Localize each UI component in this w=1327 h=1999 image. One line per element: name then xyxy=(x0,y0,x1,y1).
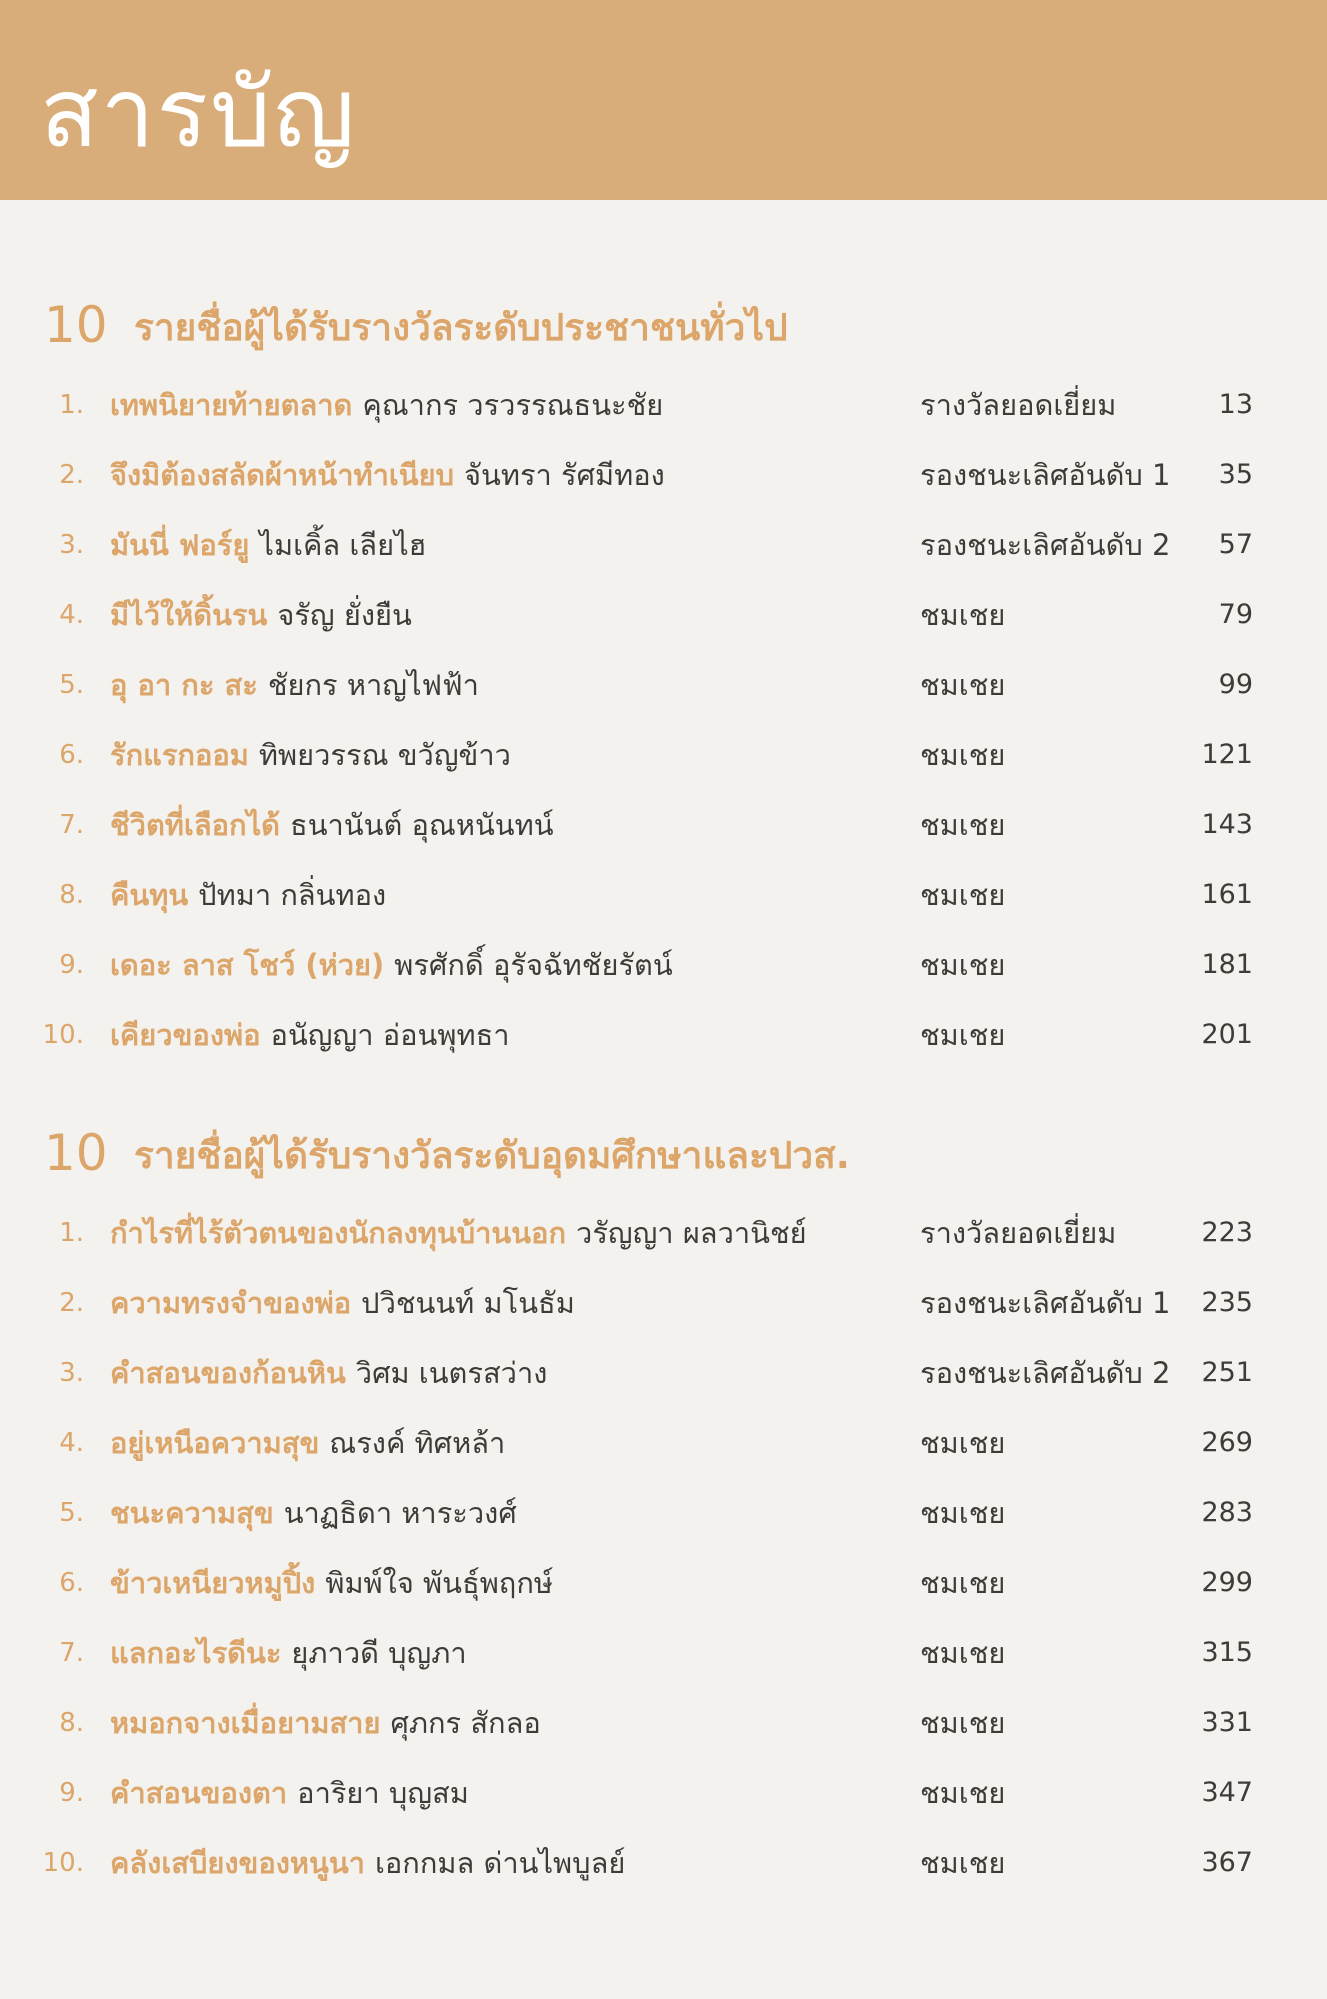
entry-number: 9. xyxy=(59,1778,84,1808)
story-author: พรศักดิ์ อุรัจฉัทชัยรัตน์ xyxy=(394,948,673,982)
award-label: ชมเชย xyxy=(920,738,1006,772)
entry-number: 5. xyxy=(59,1498,84,1528)
story-title: ข้าวเหนียวหมูปิ้ง xyxy=(110,1566,316,1600)
entry-number: 3. xyxy=(59,1358,84,1388)
story-author: วรัญญา ผลวานิชย์ xyxy=(576,1216,807,1250)
toc-entry[interactable] xyxy=(0,930,1327,1000)
story-author: จันทรา รัศมีทอง xyxy=(464,458,665,492)
entry-number: 1. xyxy=(59,390,84,420)
toc-entry[interactable] xyxy=(0,1338,1327,1408)
page-number: 367 xyxy=(1201,1847,1253,1878)
story-author: นาฏธิดา หาระวงศ์ xyxy=(283,1496,517,1530)
story-title: หมอกจางเมื่อยามสาย xyxy=(110,1706,381,1740)
story-title: อยู่เหนือความสุข xyxy=(110,1426,320,1460)
header-banner xyxy=(0,0,1327,200)
section-general-public xyxy=(0,290,1327,1070)
story-author: ไมเคิ้ล เลียไฮ xyxy=(259,528,427,562)
award-label: ชมเชย xyxy=(920,598,1006,632)
toc-entry[interactable] xyxy=(0,370,1327,440)
page-number: 235 xyxy=(1201,1287,1253,1318)
story-author: ปวิชนนท์ มโนธัม xyxy=(361,1286,575,1320)
story-title: คลังเสบียงของหนูนา xyxy=(110,1846,365,1880)
story-author: ยุภาวดี บุญภา xyxy=(291,1636,467,1670)
entry-number: 4. xyxy=(59,1428,84,1458)
story-title: เทพนิยายท้ายตลาด xyxy=(110,388,353,422)
award-label: รองชนะเลิศอันดับ 2 xyxy=(920,528,1171,562)
award-label: ชมเชย xyxy=(920,1846,1006,1880)
story-title: แลกอะไรดีนะ xyxy=(110,1636,282,1670)
page-number: 181 xyxy=(1201,949,1253,980)
award-label: ชมเชย xyxy=(920,1706,1006,1740)
award-label: รองชนะเลิศอันดับ 1 xyxy=(920,1286,1171,1320)
entry-number: 1. xyxy=(59,1218,84,1248)
entry-number: 7. xyxy=(59,1638,84,1668)
page-number: 315 xyxy=(1201,1637,1253,1668)
entry-number: 5. xyxy=(59,670,84,700)
entry-number: 2. xyxy=(59,1288,84,1318)
section-higher-education xyxy=(0,1118,1327,1898)
page-number: 299 xyxy=(1201,1567,1253,1598)
story-author: เอกกมล ด่านไพบูลย์ xyxy=(374,1846,626,1880)
toc-entry[interactable] xyxy=(0,1828,1327,1898)
story-author: อาริยา บุญสม xyxy=(297,1776,469,1810)
entry-number: 4. xyxy=(59,600,84,630)
page-number: 13 xyxy=(1218,389,1253,420)
entry-number: 6. xyxy=(59,1568,84,1598)
toc-entry[interactable] xyxy=(0,1548,1327,1618)
toc-entry[interactable] xyxy=(0,1408,1327,1478)
award-label: ชมเชย xyxy=(920,1496,1006,1530)
story-author: ศุภกร สักลอ xyxy=(390,1706,541,1740)
section-number: 10 xyxy=(44,296,108,354)
story-author: ทิพยวรรณ ขวัญข้าว xyxy=(258,738,511,772)
award-label: รางวัลยอดเยี่ยม xyxy=(920,388,1117,422)
story-title: คำสอนของก้อนหิน xyxy=(110,1356,346,1390)
page-number: 269 xyxy=(1201,1427,1253,1458)
story-title: ความทรงจำของพ่อ xyxy=(110,1286,352,1320)
section-title: รายชื่อผู้ได้รับรางวัลระดับอุดมศึกษาและปวส. xyxy=(134,1134,850,1177)
toc-entry[interactable] xyxy=(0,1688,1327,1758)
toc-entry[interactable] xyxy=(0,1000,1327,1070)
story-title: มันนี่ ฟอร์ยู xyxy=(110,528,250,562)
story-title: เดอะ ลาส โชว์ (ห่วย) xyxy=(110,948,385,982)
award-label: ชมเชย xyxy=(920,1566,1006,1600)
story-title: อุ อา กะ สะ xyxy=(110,668,258,702)
toc-entry[interactable] xyxy=(0,860,1327,930)
page-number: 347 xyxy=(1201,1777,1253,1808)
page-number: 99 xyxy=(1218,669,1253,700)
page-number: 331 xyxy=(1201,1707,1253,1738)
toc-entry[interactable] xyxy=(0,1268,1327,1338)
section-title: รายชื่อผู้ได้รับรางวัลระดับประชาชนทั่วไป xyxy=(134,306,788,349)
story-title: ชนะความสุข xyxy=(110,1496,274,1530)
story-author: พิมพ์ใจ พันธุ์พฤกษ์ xyxy=(325,1566,554,1600)
story-author: ปัทมา กลิ่นทอง xyxy=(198,878,387,912)
story-author: อนัญญา อ่อนพุทธา xyxy=(270,1018,510,1052)
entry-number: 3. xyxy=(59,530,84,560)
page-number: 283 xyxy=(1201,1497,1253,1528)
story-author: ชัยกร หาญไฟฟ้า xyxy=(267,668,479,702)
entry-number: 2. xyxy=(59,460,84,490)
page-number: 201 xyxy=(1201,1019,1253,1050)
award-label: รางวัลยอดเยี่ยม xyxy=(920,1216,1117,1250)
entry-number: 10. xyxy=(42,1020,84,1050)
story-title: เคียวของพ่อ xyxy=(110,1018,261,1052)
page-number: 251 xyxy=(1201,1357,1253,1388)
story-title: มีไว้ให้ดิ้นรน xyxy=(110,598,268,632)
page-number: 161 xyxy=(1201,879,1253,910)
toc-entry[interactable] xyxy=(0,1758,1327,1828)
toc-entry[interactable] xyxy=(0,650,1327,720)
toc-entry[interactable] xyxy=(0,440,1327,510)
entry-number: 6. xyxy=(59,740,84,770)
award-label: รองชนะเลิศอันดับ 2 xyxy=(920,1356,1171,1390)
toc-entry[interactable] xyxy=(0,510,1327,580)
entry-number: 8. xyxy=(59,880,84,910)
entry-number: 9. xyxy=(59,950,84,980)
story-title: รักแรกออม xyxy=(110,738,249,772)
award-label: ชมเชย xyxy=(920,668,1006,702)
story-author: คุณากร วรวรรณธนะชัย xyxy=(362,388,664,422)
toc-entry[interactable] xyxy=(0,720,1327,790)
entry-number: 7. xyxy=(59,810,84,840)
story-author: ธนานันต์ อุณหนันทน์ xyxy=(290,808,554,842)
section-number: 10 xyxy=(44,1124,108,1182)
page-number: 79 xyxy=(1218,599,1253,630)
story-author: จรัญ ยั่งยืน xyxy=(277,598,412,632)
page-number: 57 xyxy=(1218,529,1253,560)
page-title: สารบัญ xyxy=(40,57,357,169)
story-title: คืนทุน xyxy=(110,878,189,912)
award-label: ชมเชย xyxy=(920,1776,1006,1810)
award-label: ชมเชย xyxy=(920,1636,1006,1670)
award-label: ชมเชย xyxy=(920,948,1006,982)
award-label: ชมเชย xyxy=(920,878,1006,912)
page-number: 121 xyxy=(1201,739,1253,770)
page-number: 223 xyxy=(1201,1217,1253,1248)
entry-number: 10. xyxy=(42,1848,84,1878)
toc-entry[interactable] xyxy=(0,1478,1327,1548)
award-label: ชมเชย xyxy=(920,1018,1006,1052)
story-title: จึงมิต้องสลัดผ้าหน้าทำเนียบ xyxy=(110,458,455,492)
toc-entry[interactable] xyxy=(0,790,1327,860)
story-author: ณรงค์ ทิศหล้า xyxy=(329,1426,506,1460)
page-number: 143 xyxy=(1201,809,1253,840)
toc-entry[interactable] xyxy=(0,1618,1327,1688)
section-heading xyxy=(0,1118,1327,1198)
page-number: 35 xyxy=(1218,459,1253,490)
story-title: กำไรที่ไร้ตัวตนของนักลงทุนบ้านนอก xyxy=(110,1216,567,1250)
award-label: ชมเชย xyxy=(920,1426,1006,1460)
story-title: ชีวิตที่เลือกได้ xyxy=(110,808,280,842)
toc-entry[interactable] xyxy=(0,1198,1327,1268)
story-author: วิศม เนตรสว่าง xyxy=(355,1356,548,1390)
award-label: ชมเชย xyxy=(920,808,1006,842)
entry-number: 8. xyxy=(59,1708,84,1738)
section-heading xyxy=(0,290,1327,370)
toc-entry[interactable] xyxy=(0,580,1327,650)
award-label: รองชนะเลิศอันดับ 1 xyxy=(920,458,1171,492)
story-title: คำสอนของตา xyxy=(110,1776,288,1810)
